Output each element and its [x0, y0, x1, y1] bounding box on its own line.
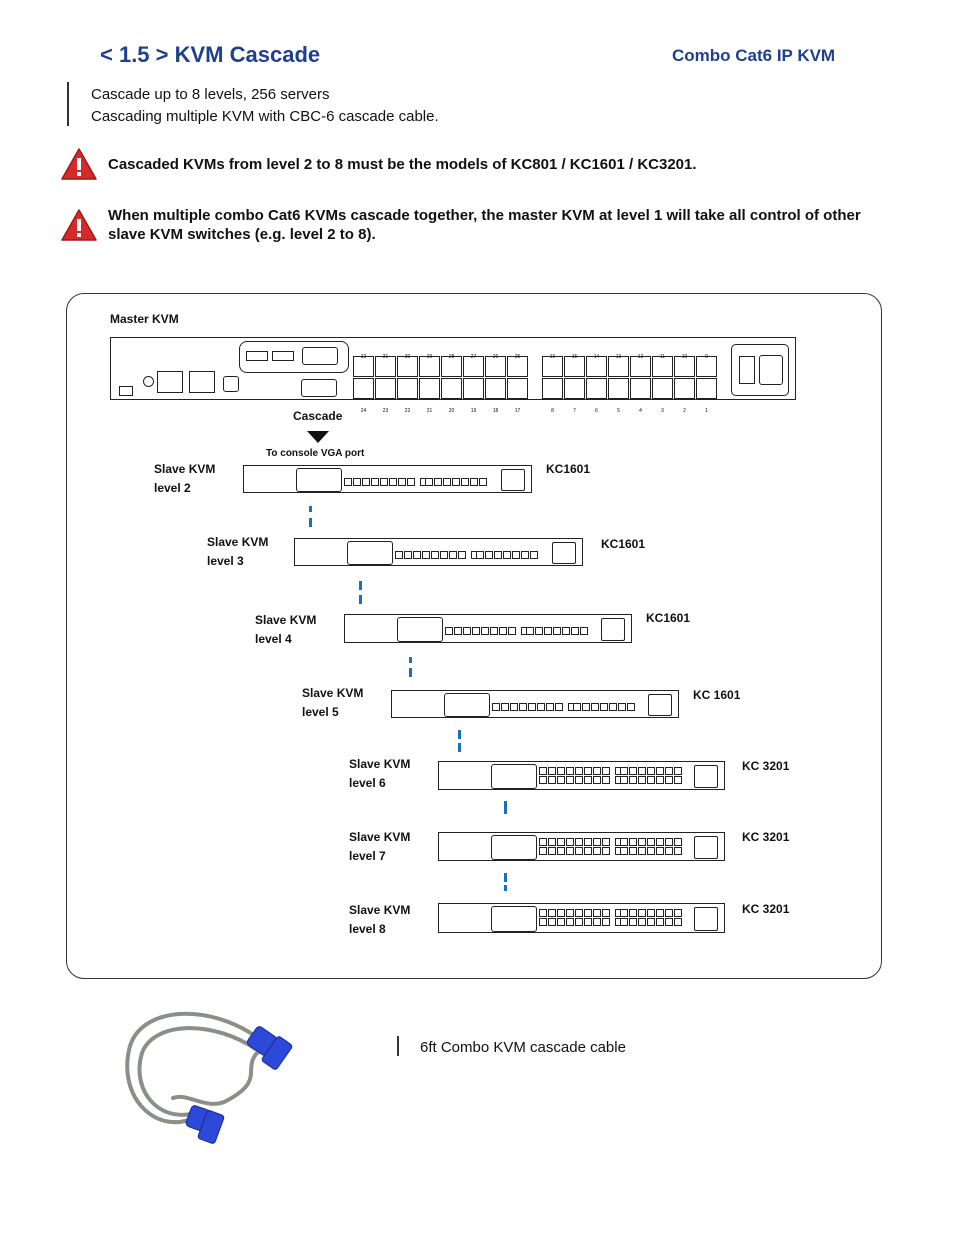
rj45-port: [548, 847, 556, 855]
rj45-port: [674, 847, 682, 855]
rj45-port: [656, 838, 664, 846]
rj45-port: [665, 909, 673, 917]
power-inlet-icon: [601, 618, 625, 641]
rj45-port: [479, 478, 487, 486]
page-title: < 1.5 > KVM Cascade: [100, 42, 321, 67]
rj45-port: [562, 627, 570, 635]
rj45-port: [555, 703, 563, 711]
rj45-port: [548, 767, 556, 775]
cascade-link: [458, 743, 461, 752]
port-number: 12: [637, 354, 644, 360]
port-number: 28: [448, 354, 455, 360]
rj45-port: [539, 918, 547, 926]
rj45-port: [674, 909, 682, 917]
rj45-port: [452, 478, 460, 486]
rj45-port: [647, 909, 655, 917]
slave-kvm-device: [344, 614, 632, 643]
bullet-item: Cascading multiple KVM with CBC-6 cascade cable.: [91, 108, 439, 125]
rj45-port: [580, 627, 588, 635]
rj45-port: [629, 767, 637, 775]
rj45-port: [441, 378, 462, 399]
rj45-port: [528, 703, 536, 711]
slave-model: KC 3201: [742, 759, 790, 773]
cascade-link: [504, 873, 507, 882]
rj45-port: [629, 918, 637, 926]
vga-cascade-port-icon: [301, 379, 337, 397]
rj45-port: [696, 378, 717, 399]
rj45-port: [566, 909, 574, 917]
port-bank-a: [353, 350, 528, 414]
rj45-port: [656, 847, 664, 855]
rj45-port: [434, 478, 442, 486]
rj45-port: [375, 378, 396, 399]
rj45-port: [503, 551, 511, 559]
rj45-port: [371, 478, 379, 486]
rj45-port: [499, 627, 507, 635]
rj45-port: [593, 776, 601, 784]
port-number: 19: [470, 408, 477, 414]
rj45-port: [586, 378, 607, 399]
rj45-port: [407, 478, 415, 486]
warning-icon: [60, 208, 98, 242]
port-number: 10: [681, 354, 688, 360]
rj45-port: [398, 478, 406, 486]
rj45-port: [674, 776, 682, 784]
console-port-block: [491, 764, 537, 789]
rj45-port: [620, 847, 628, 855]
port-number: 5: [617, 408, 620, 414]
rj45-port: [620, 776, 628, 784]
port-number: 17: [514, 408, 521, 414]
rj45-port: [629, 776, 637, 784]
rj45-port: [575, 918, 583, 926]
rj45-port: [593, 909, 601, 917]
rj45-port: [665, 847, 673, 855]
port-number: 11: [659, 354, 666, 360]
port-bank-b: [542, 350, 717, 414]
rj45-port: [553, 627, 561, 635]
rj45-port: [445, 627, 453, 635]
master-kvm-label: Master KVM: [110, 312, 179, 326]
rj45-port: [602, 918, 610, 926]
slave-kvm-device: [243, 465, 532, 493]
cascade-link: [504, 885, 507, 891]
rj45-port: [539, 847, 547, 855]
port-number: 31: [382, 354, 389, 360]
rj45-port: [458, 551, 466, 559]
rj45-port: [422, 551, 430, 559]
rj45-port: [490, 627, 498, 635]
rj45-port: [584, 767, 592, 775]
rj45-port: [584, 838, 592, 846]
rj45-port: [539, 838, 547, 846]
rj45-port: [508, 627, 516, 635]
rj45-port: [535, 627, 543, 635]
rj45-port: [674, 918, 682, 926]
rj45-port: [566, 847, 574, 855]
rj45-port: [380, 478, 388, 486]
rj45-port: [539, 909, 547, 917]
power-inlet-icon: [694, 765, 718, 788]
slave-kvm-device: [438, 761, 725, 790]
port-number: 7: [573, 408, 576, 414]
rj45-port: [454, 627, 462, 635]
rj45-port: [344, 478, 352, 486]
rj45-port: [472, 627, 480, 635]
console-port-block: [491, 906, 537, 932]
rj45-port: [481, 627, 489, 635]
console-port-block: [444, 693, 490, 717]
rj45-port: [602, 767, 610, 775]
rj45-port: [548, 918, 556, 926]
usb-port-icon: [272, 351, 294, 361]
rj45-port: [573, 703, 581, 711]
cable-caption: 6ft Combo KVM cascade cable: [420, 1039, 626, 1056]
rj45-port: [566, 776, 574, 784]
rj45-port: [602, 776, 610, 784]
rj45-port: [600, 703, 608, 711]
slave-label: Slave KVM level 5: [302, 686, 364, 719]
rj45-port: [575, 909, 583, 917]
rj45-port: [476, 551, 484, 559]
power-inlet-icon: [648, 694, 672, 716]
rj45-port: [494, 551, 502, 559]
cascade-link: [309, 506, 312, 512]
rj45-port: [665, 918, 673, 926]
rj45-port: [656, 776, 664, 784]
rj45-port: [548, 776, 556, 784]
rj45-port: [656, 767, 664, 775]
slave-model: KC1601: [546, 462, 591, 476]
warning-text: When multiple combo Cat6 KVMs cascade together, the master KVM at level 1 will take all control of other slave KVM switches (e.g. level 2 to 8).: [108, 207, 861, 243]
bullet-list: [91, 84, 439, 128]
rj45-port: [557, 838, 565, 846]
console-usb-vga-block: [239, 341, 349, 373]
port-number: 21: [426, 408, 433, 414]
rj45-port: [557, 918, 565, 926]
rj45-port: [620, 838, 628, 846]
rj45-port: [674, 767, 682, 775]
rj45-port: [665, 776, 673, 784]
port-number: 6: [595, 408, 598, 414]
rj45-port: [638, 847, 646, 855]
slave-label: Slave KVM level 7: [349, 830, 411, 863]
rj45-port-icon: [189, 371, 215, 393]
port-number: 26: [492, 354, 499, 360]
rj45-port: [593, 847, 601, 855]
rj45-port: [521, 551, 529, 559]
rj45-port: [492, 703, 500, 711]
slave-model: KC1601: [646, 611, 691, 625]
rj45-port: [548, 838, 556, 846]
cascade-link: [458, 730, 461, 739]
rj45-port: [526, 627, 534, 635]
rj45-port: [620, 918, 628, 926]
rj45-port: [512, 551, 520, 559]
port-number: 8: [551, 408, 554, 414]
rj45-port: [665, 767, 673, 775]
rj45-port: [353, 378, 374, 399]
rj45-port: [652, 378, 673, 399]
rj45-port: [630, 378, 651, 399]
rj45-port: [618, 703, 626, 711]
rj45-port: [575, 838, 583, 846]
port-number: 32: [360, 354, 367, 360]
rj45-port: [575, 847, 583, 855]
port-number: 9: [705, 354, 708, 360]
rj45-port: [539, 776, 547, 784]
rj45-port: [584, 776, 592, 784]
port-number: 27: [470, 354, 477, 360]
rj45-port: [602, 838, 610, 846]
rj45-port: [519, 703, 527, 711]
rj45-port: [530, 551, 538, 559]
rj45-port: [544, 627, 552, 635]
power-switch-icon: [739, 356, 755, 384]
port-number: 16: [549, 354, 556, 360]
rj45-port: [602, 847, 610, 855]
rj45-port: [674, 838, 682, 846]
product-name: Combo Cat6 IP KVM: [672, 46, 836, 65]
reset-button-icon: [143, 376, 154, 387]
caption-bar: [397, 1036, 399, 1056]
bullet-bar: [67, 82, 69, 126]
slave-model: KC 3201: [742, 902, 790, 916]
port-number: 2: [683, 408, 686, 414]
rj45-port: [638, 767, 646, 775]
master-kvm: [110, 337, 796, 414]
rj45-port: [397, 378, 418, 399]
rj45-port: [647, 767, 655, 775]
slave-kvm-device: [438, 903, 725, 933]
power-inlet-icon: [694, 836, 718, 859]
rj45-port: [656, 918, 664, 926]
rj45-port: [584, 847, 592, 855]
warning-text: Cascaded KVMs from level 2 to 8 must be the models of KC801 / KC1601 / KC3201.: [108, 156, 697, 173]
rj45-port: [582, 703, 590, 711]
power-inlet-block: [731, 344, 789, 396]
power-inlet-icon: [552, 542, 576, 564]
rj45-port: [463, 627, 471, 635]
port-number: 15: [571, 354, 578, 360]
rj45-port: [584, 909, 592, 917]
rj45-port: [395, 551, 403, 559]
console-port-block: [347, 541, 393, 565]
rj45-port: [575, 776, 583, 784]
cascade-link: [359, 595, 362, 604]
rj45-port: [620, 909, 628, 917]
rj45-port: [548, 909, 556, 917]
power-jack-icon: [119, 386, 133, 396]
rj45-port: [566, 918, 574, 926]
power-inlet-icon: [501, 469, 525, 491]
rj45-port: [431, 551, 439, 559]
slave-label: Slave KVM level 8: [349, 903, 411, 936]
port-number: 14: [593, 354, 600, 360]
rj45-port: [389, 478, 397, 486]
slave-label: Slave KVM level 2: [154, 462, 216, 495]
rj45-port: [627, 703, 635, 711]
port-number: 1: [705, 408, 708, 414]
down-arrow-icon: [306, 430, 330, 444]
console-port-block: [296, 468, 342, 492]
rj45-port: [510, 703, 518, 711]
rj45-port: [638, 838, 646, 846]
rj45-port: [557, 767, 565, 775]
warning-icon: [60, 147, 98, 181]
rj45-port: [485, 551, 493, 559]
rj45-port: [564, 378, 585, 399]
port-number: 23: [382, 408, 389, 414]
rj45-port: [638, 918, 646, 926]
dc-jack-icon: [223, 376, 239, 392]
port-number: 4: [639, 408, 642, 414]
rj45-port-icon: [157, 371, 183, 393]
rj45-port: [425, 478, 433, 486]
rj45-port: [602, 909, 610, 917]
rj45-port: [557, 847, 565, 855]
rj45-port: [485, 378, 506, 399]
rj45-port: [557, 909, 565, 917]
rj45-port: [674, 378, 695, 399]
rj45-port: [629, 909, 637, 917]
slave-model: KC 3201: [742, 830, 790, 844]
rj45-port: [419, 378, 440, 399]
cascade-link: [504, 801, 507, 814]
port-number: 24: [360, 408, 367, 414]
power-inlet-icon: [694, 907, 718, 931]
rj45-port: [647, 918, 655, 926]
port-number: 18: [492, 408, 499, 414]
port-number: 13: [615, 354, 622, 360]
rj45-port: [638, 776, 646, 784]
cascade-label: Cascade: [293, 409, 343, 423]
rj45-port: [584, 918, 592, 926]
rj45-port: [620, 767, 628, 775]
rj45-port: [593, 918, 601, 926]
console-port-block: [397, 617, 443, 642]
port-number: 25: [514, 354, 521, 360]
rj45-port: [647, 847, 655, 855]
cascade-link: [309, 518, 312, 527]
vga-port-icon: [302, 347, 338, 365]
rj45-port: [609, 703, 617, 711]
slave-kvm-device: [294, 538, 583, 566]
rj45-port: [593, 767, 601, 775]
rj45-port: [353, 478, 361, 486]
rj45-port: [591, 703, 599, 711]
rj45-port: [440, 551, 448, 559]
rj45-port: [566, 838, 574, 846]
slave-kvm-device: [438, 832, 725, 861]
port-number: 22: [404, 408, 411, 414]
rj45-port: [539, 767, 547, 775]
bullet-item: Cascade up to 8 levels, 256 servers: [91, 86, 330, 103]
rj45-port: [629, 847, 637, 855]
slave-label: Slave KVM level 6: [349, 757, 411, 790]
rj45-port: [557, 776, 565, 784]
rj45-port: [470, 478, 478, 486]
slave-model: KC1601: [601, 537, 646, 551]
rj45-port: [443, 478, 451, 486]
rj45-port: [449, 551, 457, 559]
cascade-link: [409, 657, 412, 663]
rj45-port: [362, 478, 370, 486]
rj45-port: [546, 703, 554, 711]
usb-port-icon: [246, 351, 268, 361]
console-port-block: [491, 835, 537, 860]
ac-inlet-icon: [759, 355, 783, 385]
rj45-port: [404, 551, 412, 559]
rj45-port: [656, 909, 664, 917]
rj45-port: [413, 551, 421, 559]
slave-model: KC 1601: [693, 688, 741, 702]
rj45-port: [566, 767, 574, 775]
rj45-port: [593, 838, 601, 846]
rj45-port: [665, 838, 673, 846]
rj45-port: [608, 378, 629, 399]
cascade-link: [409, 668, 412, 677]
vga-port-label: To console VGA port: [266, 448, 365, 459]
rj45-port: [629, 838, 637, 846]
rj45-port: [507, 378, 528, 399]
rj45-port: [542, 378, 563, 399]
rj45-port: [575, 767, 583, 775]
port-number: 29: [426, 354, 433, 360]
vga-cable-image: [118, 1008, 308, 1158]
rj45-port: [647, 776, 655, 784]
slave-kvm-device: [391, 690, 679, 718]
rj45-port: [463, 378, 484, 399]
port-number: 20: [448, 408, 455, 414]
slave-label: Slave KVM level 4: [255, 613, 317, 646]
slave-label: Slave KVM level 3: [207, 535, 269, 568]
rj45-port: [638, 909, 646, 917]
rj45-port: [537, 703, 545, 711]
port-number: 30: [404, 354, 411, 360]
port-number: 3: [661, 408, 664, 414]
rj45-port: [501, 703, 509, 711]
rj45-port: [571, 627, 579, 635]
cascade-link: [359, 581, 362, 590]
rj45-port: [647, 838, 655, 846]
rj45-port: [461, 478, 469, 486]
